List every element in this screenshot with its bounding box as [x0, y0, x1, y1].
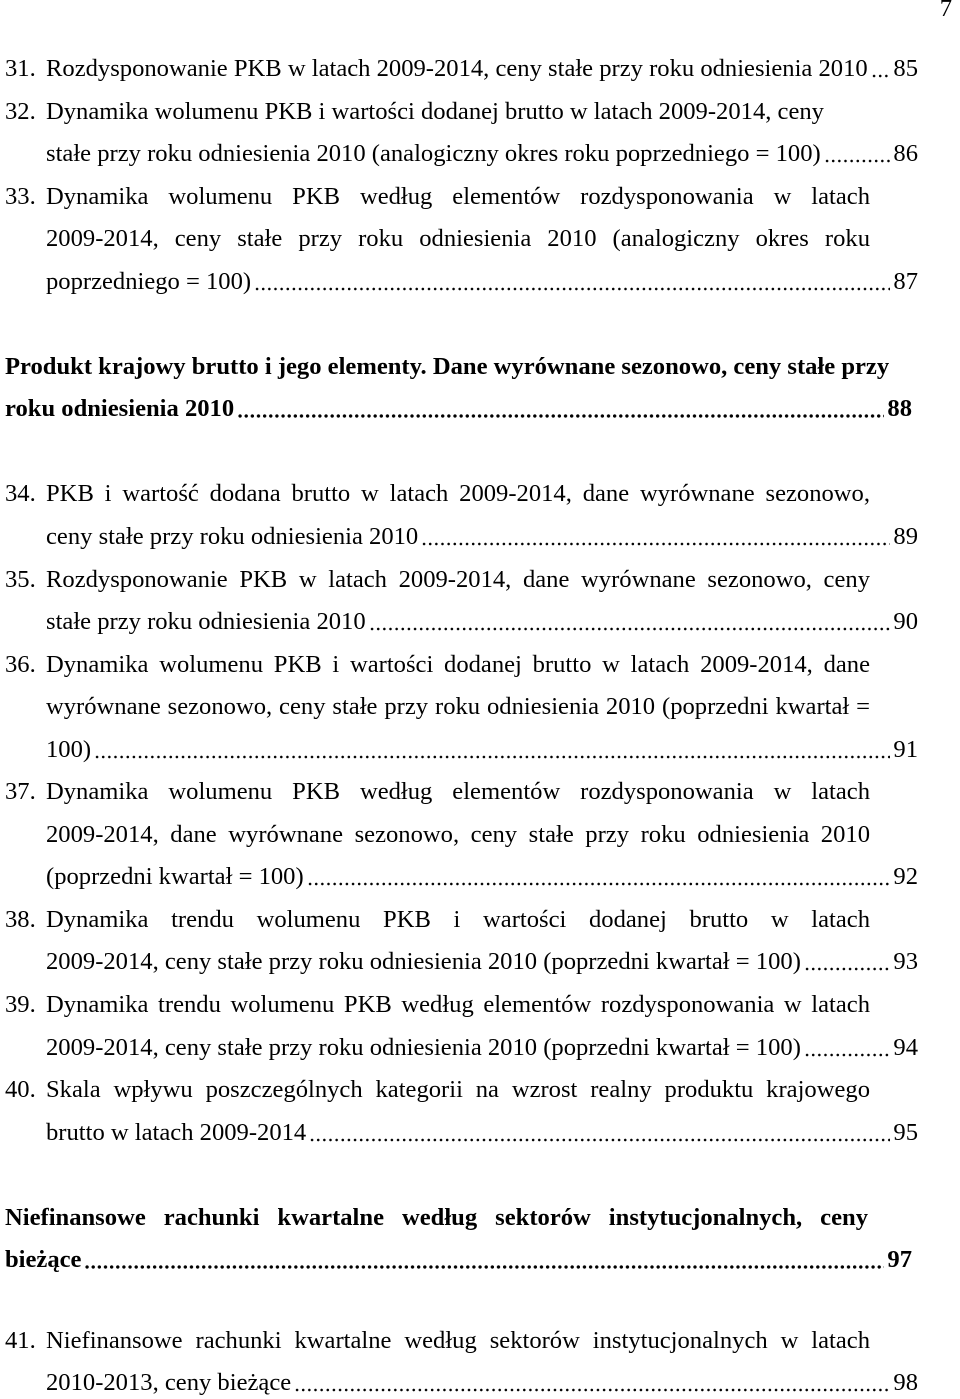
toc-entry-37	[0, 771, 918, 899]
entry-text: 2009-2014, ceny stałe przy roku odniesienia 2010 (poprzedni kwartał = 100)	[46, 1033, 801, 1061]
entry-text: 2009-2014, ceny stałe przy roku odniesienia 2010 (poprzedni kwartał = 100)	[46, 948, 801, 976]
heading-text: Niefinansowe rachunki kwartalne według sektorów instytucjonalnych, ceny	[5, 1203, 868, 1231]
dot-leader	[94, 729, 890, 772]
entry-number: 35.	[5, 565, 36, 593]
entry-text: ceny stałe przy roku odniesienia 2010	[46, 523, 419, 551]
entry-text: Dynamika wolumenu PKB według elementów rozdysponowania w latach	[46, 778, 870, 806]
entry-page-ref: 91	[893, 735, 918, 763]
entry-text: stałe przy roku odniesienia 2010	[46, 608, 366, 636]
toc-entry-line	[0, 686, 918, 729]
entry-page-ref: 92	[893, 863, 918, 891]
dot-leader	[254, 261, 890, 304]
toc-entry-line	[0, 771, 918, 814]
dot-leader	[309, 1112, 890, 1155]
toc-entry-line	[0, 218, 918, 261]
entry-text: Dynamika wolumenu PKB i wartości dodanej brutto w latach 2009-2014, ceny	[46, 97, 824, 125]
entry-number: 38.	[5, 905, 36, 933]
entry-number: 40.	[5, 1076, 36, 1104]
table-of-contents	[0, 48, 918, 1397]
toc-entry-32	[0, 91, 918, 176]
toc-entry-line	[0, 941, 918, 984]
entry-text: Dynamika wolumenu PKB według elementów rozdysponowania w latach	[46, 182, 870, 210]
dot-leader	[294, 1369, 890, 1397]
dot-leader	[804, 1027, 891, 1070]
entry-page-ref: 94	[893, 1033, 918, 1061]
dot-leader	[84, 1239, 884, 1282]
heading-page-ref: 97	[887, 1246, 912, 1274]
entry-text: 2009-2014, ceny stałe przy roku odniesienia 2010 (analogiczny okres roku	[46, 225, 870, 253]
entry-text: (poprzedni kwartał = 100)	[46, 863, 304, 891]
entry-text: stałe przy roku odniesienia 2010 (analogiczny okres roku poprzedniego = 100)	[46, 140, 821, 168]
dot-leader	[871, 48, 891, 91]
dot-leader	[307, 856, 891, 899]
entry-page-ref: 95	[893, 1118, 918, 1146]
toc-entry-41	[0, 1320, 918, 1397]
dot-leader	[369, 601, 891, 644]
toc-entry-line	[0, 856, 918, 899]
entry-text: PKB i wartość dodana brutto w latach 2009-2014, dane wyrównane sezonowo,	[46, 480, 870, 508]
toc-entry-36	[0, 644, 918, 772]
toc-heading-line	[0, 1239, 918, 1282]
toc-entry-line	[0, 644, 918, 687]
toc-entry-line	[0, 1112, 918, 1155]
entry-number: 31.	[5, 55, 36, 82]
toc-heading-line	[0, 388, 918, 431]
entry-number: 32.	[5, 97, 36, 125]
dot-leader	[804, 941, 891, 984]
dot-leader	[421, 516, 890, 559]
entry-number: 36.	[5, 650, 36, 678]
toc-section-heading-gdp-seasonally-adjusted	[0, 346, 918, 431]
entry-number: 41.	[5, 1327, 36, 1355]
page-number: 7	[939, 0, 952, 22]
dot-leader	[237, 388, 884, 431]
heading-text: Produkt krajowy brutto i jego elementy. Dane wyrównane sezonowo, ceny stałe przy	[5, 352, 890, 380]
toc-entry-33	[0, 176, 918, 304]
toc-entry-34	[0, 473, 918, 558]
entry-text: Skala wpływu poszczególnych kategorii na wzrost realny produktu krajowego	[46, 1076, 870, 1104]
entry-page-ref: 98	[893, 1369, 918, 1397]
entry-text: wyrównane sezonowo, ceny stałe przy roku odniesienia 2010 (poprzedni kwartał =	[46, 693, 870, 721]
toc-entry-line	[0, 814, 918, 857]
entry-page-ref: 86	[893, 140, 918, 168]
entry-number: 37.	[5, 778, 36, 806]
entry-page-ref: 93	[893, 948, 918, 976]
toc-entry-line	[0, 261, 918, 304]
entry-text: Rozdysponowanie PKB w latach 2009-2014, dane wyrównane sezonowo, ceny	[46, 565, 870, 593]
toc-entry-line	[0, 91, 918, 134]
toc-entry-line	[0, 559, 918, 602]
entry-page-ref: 87	[893, 267, 918, 295]
toc-entry-line	[0, 899, 918, 942]
toc-entry-line	[0, 984, 918, 1027]
entry-text: Niefinansowe rachunki kwartalne według sektorów instytucjonalnych w latach	[46, 1327, 870, 1355]
entry-number: 39.	[5, 991, 36, 1019]
entry-text: Dynamika trendu wolumenu PKB i wartości dodanej brutto w latach	[46, 905, 870, 933]
entry-number: 33.	[5, 182, 36, 210]
toc-entry-38	[0, 899, 918, 984]
toc-entry-line	[0, 601, 918, 644]
heading-page-ref: 88	[887, 395, 912, 423]
toc-entry-line	[0, 1320, 918, 1363]
entry-number: 34.	[5, 480, 36, 508]
toc-entry-line	[0, 516, 918, 559]
entry-text: 100)	[46, 735, 92, 763]
entry-page-ref: 89	[893, 523, 918, 551]
entry-page-ref: 90	[893, 608, 918, 636]
dot-leader	[824, 133, 891, 176]
heading-text: roku odniesienia 2010	[5, 395, 235, 423]
entry-text: Rozdysponowanie PKB w latach 2009-2014, ceny stałe przy roku odniesienia 2010	[46, 55, 868, 82]
toc-entry-31	[0, 48, 918, 91]
toc-entry-line	[0, 1027, 918, 1070]
toc-entry-39	[0, 984, 918, 1069]
toc-entry-line	[0, 48, 918, 91]
entry-page-ref: 85	[893, 55, 918, 82]
entry-text: brutto w latach 2009-2014	[46, 1118, 307, 1146]
entry-text: poprzedniego = 100)	[46, 267, 252, 295]
toc-entry-line	[0, 473, 918, 516]
toc-entry-line	[0, 729, 918, 772]
toc-entry-line	[0, 1069, 918, 1112]
toc-entry-line	[0, 1369, 918, 1397]
entry-text: Dynamika wolumenu PKB i wartości dodanej brutto w latach 2009-2014, dane	[46, 650, 870, 678]
toc-entry-line	[0, 133, 918, 176]
toc-heading-line	[0, 1197, 918, 1240]
toc-heading-line	[0, 346, 918, 389]
toc-section-heading-nonfinancial-accounts	[0, 1197, 918, 1282]
entry-text: 2009-2014, dane wyrównane sezonowo, ceny stałe przy roku odniesienia 2010	[46, 820, 870, 848]
heading-text: bieżące	[5, 1246, 82, 1274]
entry-text: 2010-2013, ceny bieżące	[46, 1369, 292, 1397]
toc-entry-line	[0, 176, 918, 219]
toc-entry-35	[0, 559, 918, 644]
entry-text: Dynamika trendu wolumenu PKB według elementów rozdysponowania w latach	[46, 991, 870, 1019]
toc-entry-40	[0, 1069, 918, 1154]
